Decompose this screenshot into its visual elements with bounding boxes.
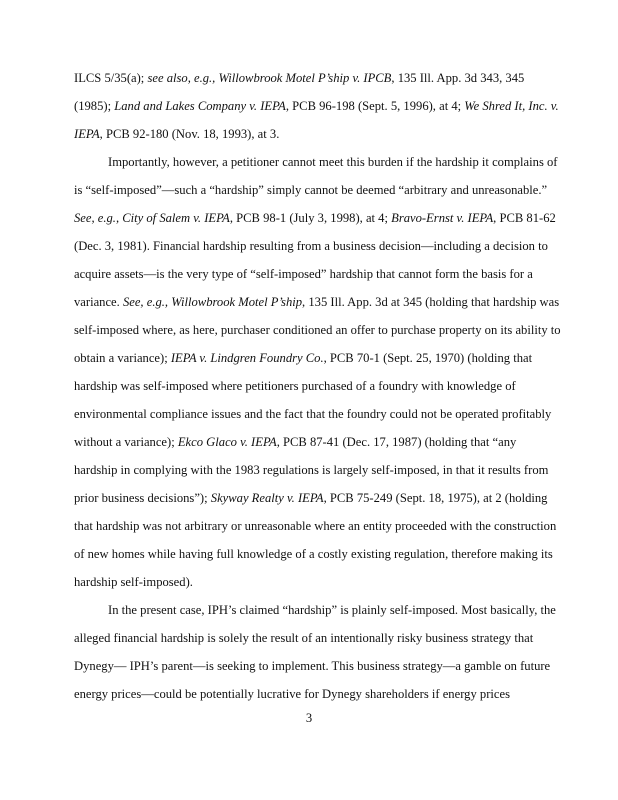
case-citation: Ekco Glaco v. IEPA <box>177 435 277 449</box>
case-citation: Bravo-Ernst v. IEPA <box>391 211 494 225</box>
line-text: that hardship was not arbitrary or unreasonable where an entity proceeded with the construction <box>74 519 557 533</box>
text-line <box>74 546 553 562</box>
line-text: is “self-imposed”—such a “hardship” simply cannot be deemed “arbitrary and unreasonable.” <box>74 183 548 197</box>
case-citation: Skyway Realty v. IEPA <box>210 491 324 505</box>
line-text: (Dec. 3, 1981). Financial hardship resulting from a business decision—including a decision to <box>74 239 548 253</box>
line-text: hardship was self-imposed where petitioners purchased of a foundry with knowledge of <box>74 379 516 393</box>
page-number: 3 <box>305 711 313 725</box>
line-text: , 135 Ill. App. 3d at 345 (holding that hardship was <box>302 295 560 309</box>
text-line <box>74 686 510 702</box>
line-text: hardship in complying with the 1983 regulations is largely self-imposed, in that it results from <box>74 463 549 477</box>
case-citation: Land and Lakes Company v. IEPA <box>114 99 286 113</box>
text-line <box>74 462 548 478</box>
line-text: alleged financial hardship is solely the result of an intentionally risky business strategy that <box>74 631 534 645</box>
text-line <box>74 630 533 646</box>
text-line <box>74 574 193 590</box>
line-text: Dynegy— IPH’s parent—is seeking to implement. This business strategy—a gamble on future <box>74 659 551 673</box>
text-line <box>74 434 516 450</box>
text-line <box>74 182 547 198</box>
line-text: , PCB 87-41 (Dec. 17, 1987) (holding that “any <box>276 435 517 449</box>
line-text: , PCB 70-1 (Sept. 25, 1970) (holding that <box>323 351 533 365</box>
line-text: , PCB 75-249 (Sept. 18, 1975), at 2 (holding <box>323 491 548 505</box>
text-line <box>74 126 279 142</box>
line-text: , PCB 92-180 (Nov. 18, 1993), at 3. <box>99 127 280 141</box>
line-text: hardship self-imposed). <box>74 575 193 589</box>
line-text: variance. <box>74 295 123 309</box>
line-text: In the present case, IPH’s claimed “hardship” is plainly self-imposed. Most basically, the <box>108 603 556 617</box>
line-text: (1985); <box>74 99 115 113</box>
case-citation: See, e.g., City of Salem v. IEPA <box>74 211 230 225</box>
case-citation: See, e.g., Willowbrook Motel P’ship <box>122 295 303 309</box>
line-text: , PCB 96-198 (Sept. 5, 1996), at 4; <box>285 99 465 113</box>
case-citation: see also, e.g., Willowbrook Motel P’ship v. IPCB <box>147 71 392 85</box>
line-text: of new homes while having full knowledge of a costly existing regulation, therefore making its <box>74 547 553 561</box>
text-line <box>74 238 548 254</box>
case-citation: IEPA v. Lindgren Foundry Co. <box>170 351 324 365</box>
text-line <box>74 406 551 422</box>
text-line <box>74 490 547 506</box>
text-line <box>74 378 516 394</box>
paragraph-first-line <box>108 154 557 170</box>
text-line <box>74 294 559 310</box>
text-line <box>74 322 561 338</box>
line-text: , 135 Ill. App. 3d 343, 345 <box>391 71 525 85</box>
text-line <box>74 350 532 366</box>
line-text: Importantly, however, a petitioner cannot meet this burden if the hardship it complains of <box>108 155 558 169</box>
line-text: ILCS 5/35(a); <box>74 71 148 85</box>
text-line <box>74 98 559 114</box>
line-text: , PCB 81-62 <box>493 211 556 225</box>
line-text: self-imposed where, as here, purchaser conditioned an offer to purchase property on its ability to <box>74 323 561 337</box>
line-text: obtain a variance); <box>74 351 171 365</box>
text-line <box>74 266 533 282</box>
case-citation: We Shred It, Inc. v. <box>464 99 559 113</box>
text-line <box>74 70 524 86</box>
line-text: prior business decisions”); <box>74 491 211 505</box>
paragraph-first-line <box>108 602 556 618</box>
case-citation: IEPA <box>74 127 100 141</box>
text-line <box>74 658 550 674</box>
line-text: energy prices—could be potentially lucrative for Dynegy shareholders if energy prices <box>74 687 510 701</box>
line-text: acquire assets—is the very type of “self-imposed” hardship that cannot form the basis for a <box>74 267 533 281</box>
text-line <box>74 210 556 226</box>
text-line <box>74 518 556 534</box>
line-text: environmental compliance issues and the fact that the foundry could not be operated profitably <box>74 407 552 421</box>
line-text: without a variance); <box>74 435 178 449</box>
line-text: , PCB 98-1 (July 3, 1998), at 4; <box>229 211 392 225</box>
